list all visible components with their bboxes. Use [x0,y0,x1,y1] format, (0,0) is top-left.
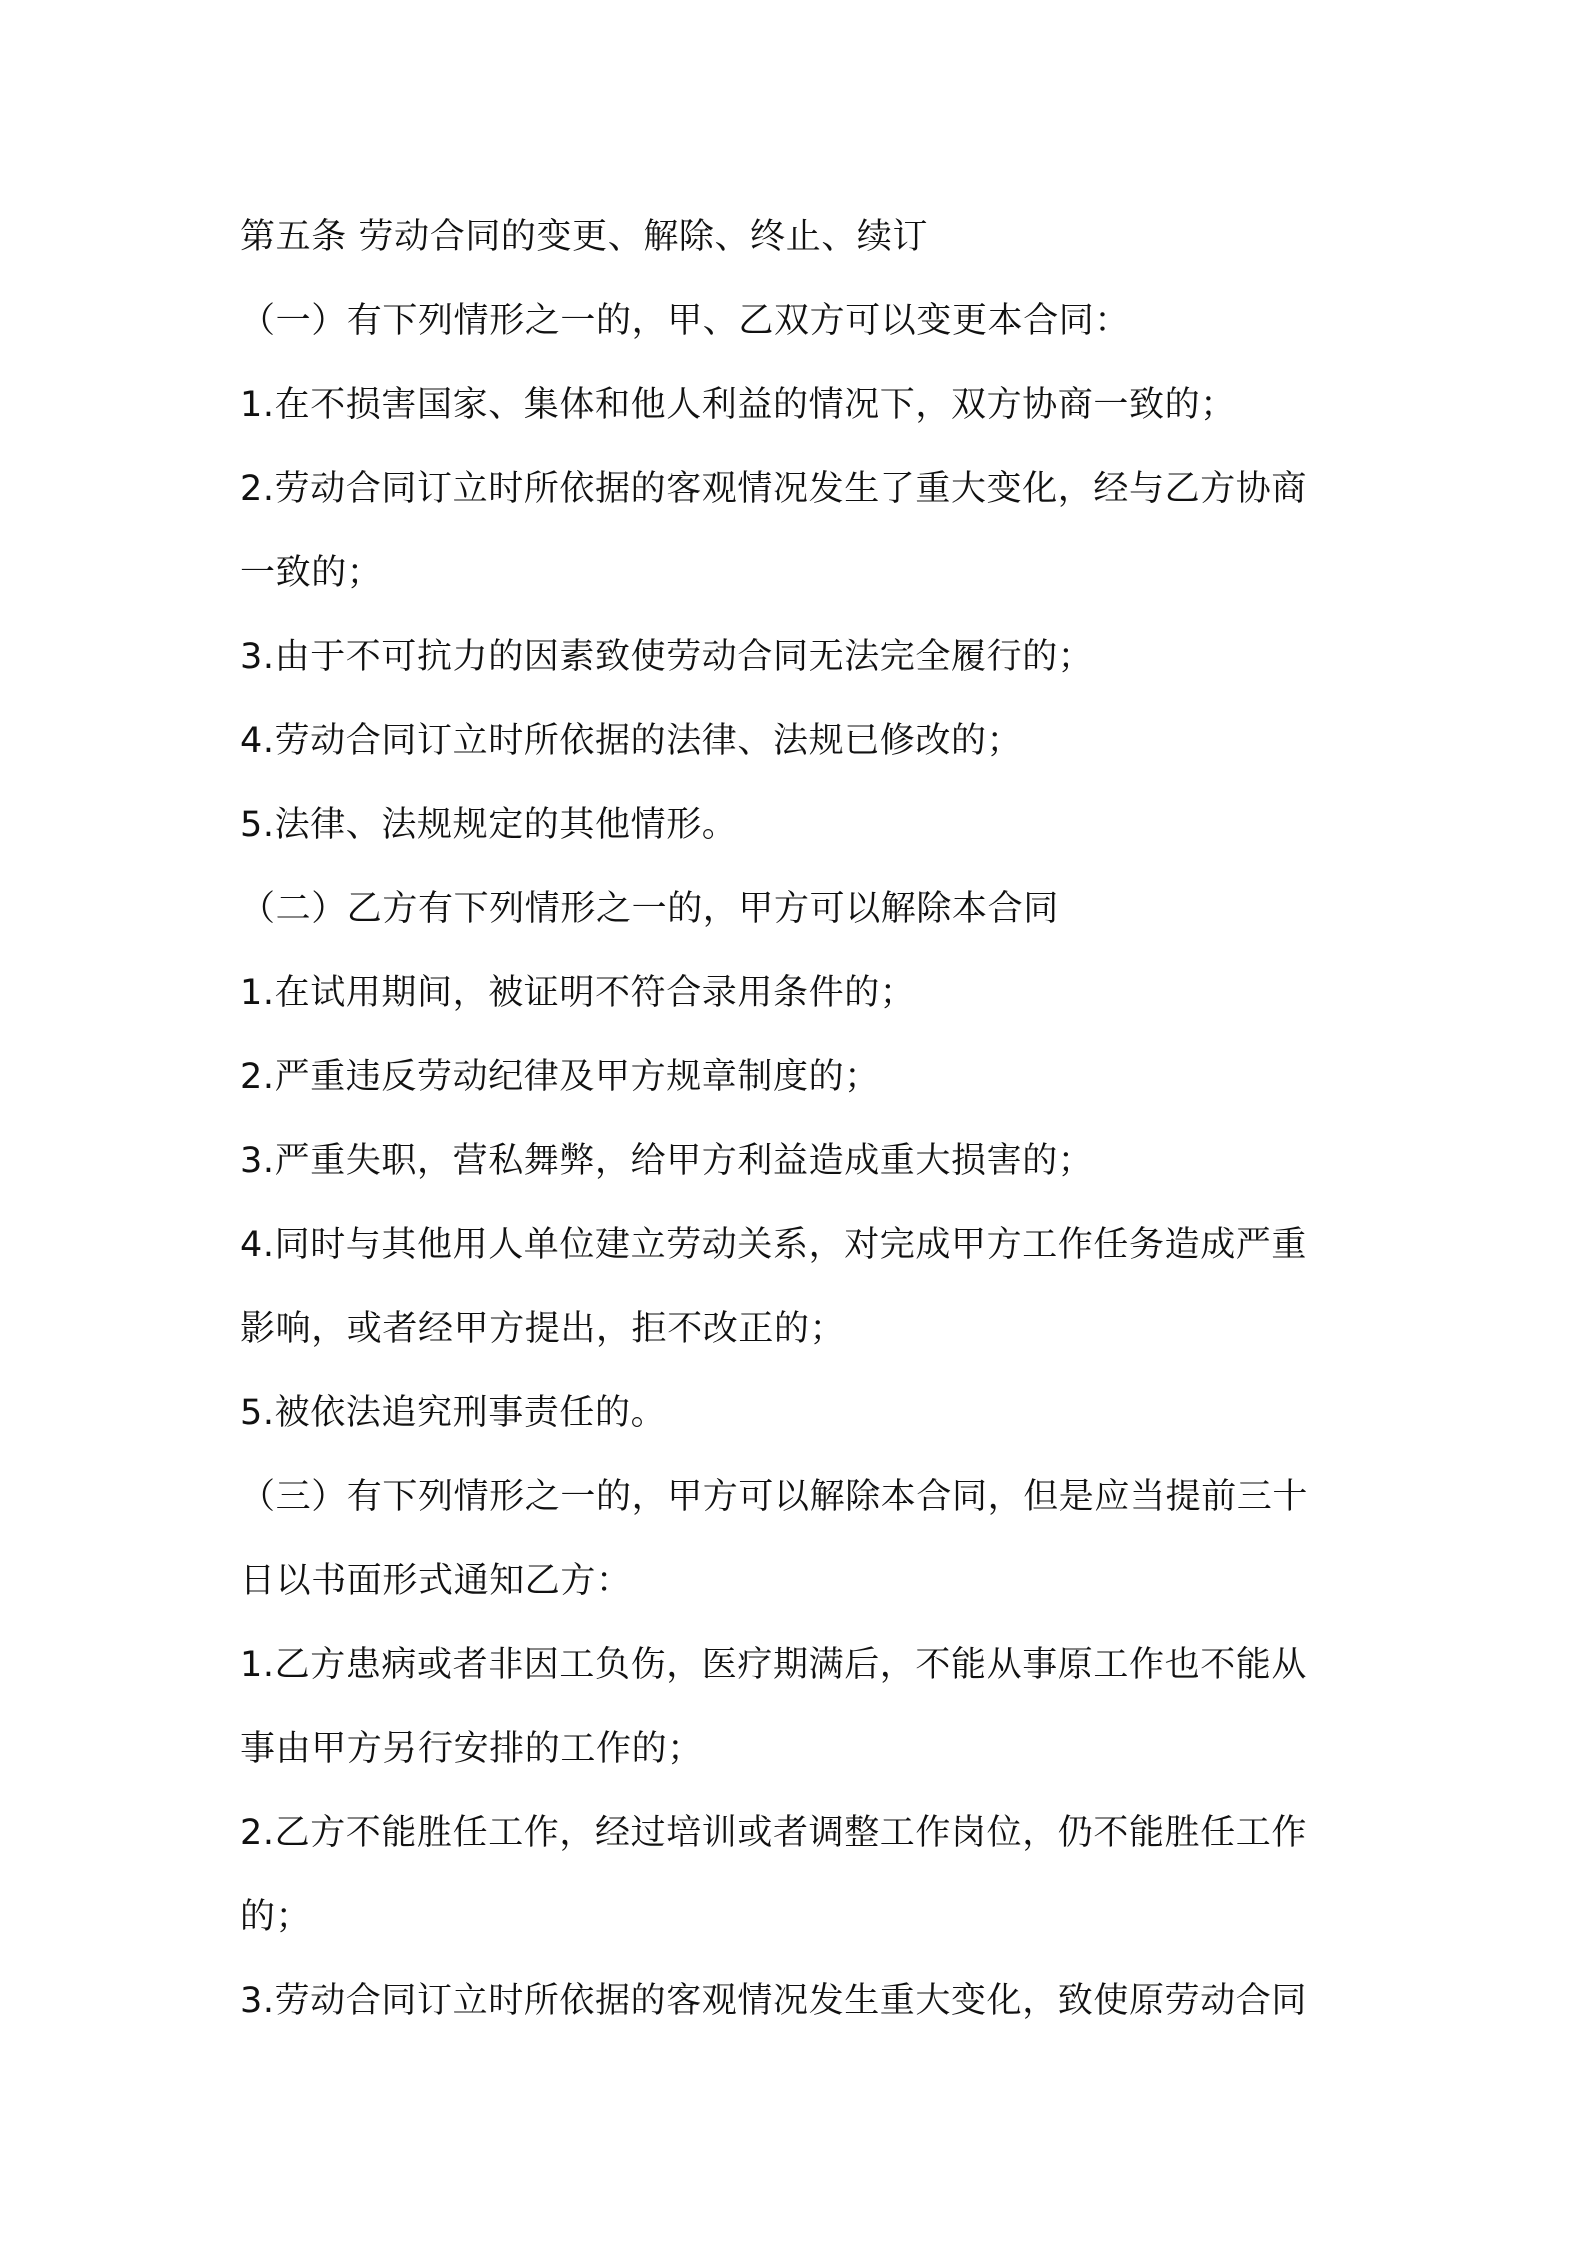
section-heading-1: （一）有下列情形之一的，甲、乙双方可以变更本合同： [240,301,1131,341]
clause-line: 5.被依法追究刑事责任的。 [240,1393,667,1433]
clause-line: 4.同时与其他用人单位建立劳动关系，对完成甲方工作任务造成严重 [240,1225,1307,1265]
document-body [240,195,1355,2043]
clause-line: 事由甲方另行安排的工作的； [240,1729,703,1769]
clause-line: 3.由于不可抗力的因素致使劳动合同无法完全履行的； [240,637,1094,677]
clause-line: 2.乙方不能胜任工作，经过培训或者调整工作岗位，仍不能胜任工作 [240,1813,1307,1853]
section-heading-3: （三）有下列情形之一的，甲方可以解除本合同，但是应当提前三十 [240,1477,1309,1517]
section-heading-3-cont: 日以书面形式通知乙方： [240,1561,632,1601]
clause-line: 3.严重失职，营私舞弊，给甲方利益造成重大损害的； [240,1141,1094,1181]
clause-line: 1.在不损害国家、集体和他人利益的情况下，双方协商一致的； [240,385,1236,425]
article-heading: 第五条 劳动合同的变更、解除、终止、续订 [240,217,929,257]
clause-line: 1.乙方患病或者非因工负伤，医疗期满后，不能从事原工作也不能从 [240,1645,1307,1685]
clause-line: 5.法律、法规规定的其他情形。 [240,805,738,845]
clause-line: 的； [240,1897,312,1937]
clause-line: 1.在试用期间，被证明不符合录用条件的； [240,973,916,1013]
clause-line: 影响，或者经甲方提出，拒不改正的； [240,1309,846,1349]
clause-line: 2.严重违反劳动纪律及甲方规章制度的； [240,1057,880,1097]
clause-line: 一致的； [240,553,383,593]
section-heading-2: （二）乙方有下列情形之一的，甲方可以解除本合同 [240,889,1059,929]
clause-line: 3.劳动合同订立时所依据的客观情况发生重大变化，致使原劳动合同 [240,1981,1307,2021]
clause-line: 2.劳动合同订立时所依据的客观情况发生了重大变化，经与乙方协商 [240,469,1307,509]
clause-line: 4.劳动合同订立时所依据的法律、法规已修改的； [240,721,1023,761]
